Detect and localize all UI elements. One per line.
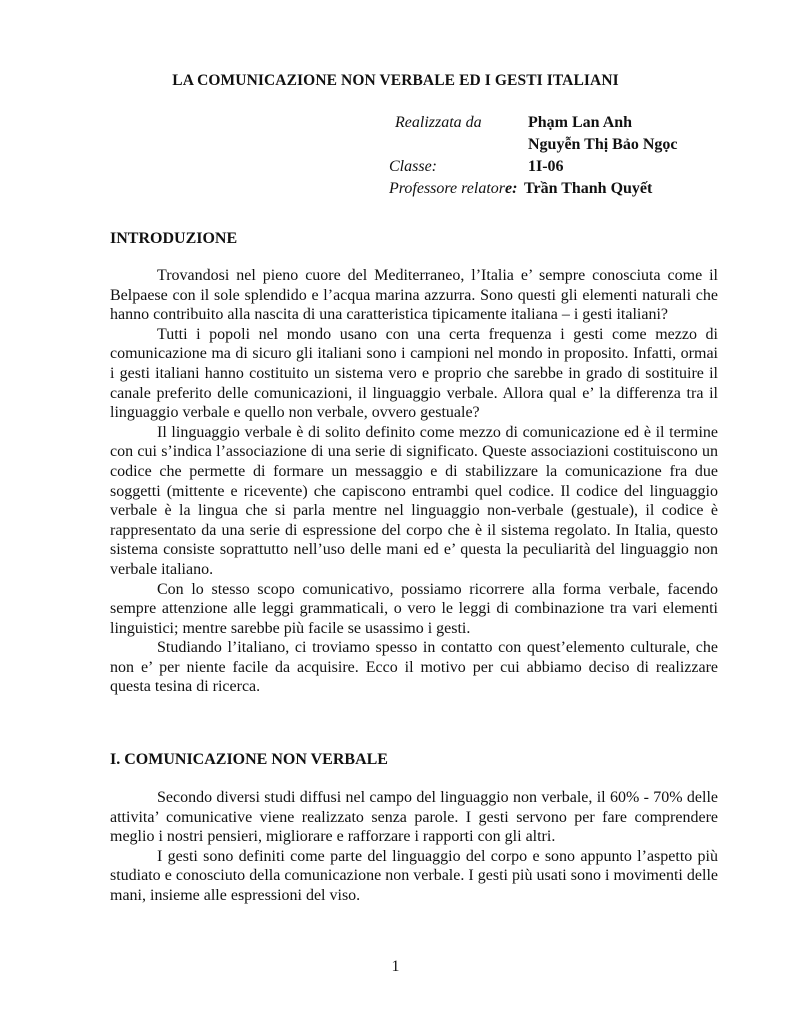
paragraph: Il linguaggio verbale è di solito definito come mezzo di comunicazione ed è il termine con cui s’indica l’associazione di una serie di significato. Queste associazioni costituiscono un codice che permette di formare un messaggio e di stabilizzare la comunicazione fra due soggetti (mittente e ricevente) che capiscono entrambi quel codice. Il codice del linguaggio verbale è la lingua che si parla mentre nel linguaggio non-verbale (gestuale), il codice è rappresentato da una serie di espressione del corpo che è il sistema regolato. In Italia, questo sistema consiste soprattutto nell’uso delle mani ed e’ questa la peculiarità del linguaggio non verbale italiano.: [110, 423, 718, 578]
author-name-1: Phạm Lan Anh: [528, 114, 633, 131]
paragraph: Con lo stesso scopo comunicativo, possiamo ricorrere alla forma verbale, facendo sempre attenzione alle leggi grammaticali, o vero le leggi di combinazione tra vari elementi linguistici; mentre sarebbe più facile se usassimo i gesti.: [110, 580, 718, 637]
paragraph: Trovandosi nel pieno cuore del Mediterraneo, l’Italia e’ sempre conosciuta come il Belpaese con il sole splendido e l’acqua marina azzurra. Sono questi gli elementi naturali che hanno contribuito alla nascita di una caratteristica tipicamente italiana – i gesti italiani?: [110, 267, 718, 324]
section-heading-introduzione: INTRODUZIONE: [110, 230, 238, 247]
paragraph: Secondo diversi studi diffusi nel campo del linguaggio non verbale, il 60% - 70% delle attivita’ comunicative viene realizzato senza parole. I gesti servono per fare comprendere meglio i nostri pensieri, migliorare e rafforzare i rapporti con gli altri.: [110, 789, 718, 846]
section-body-comunicazione: [110, 788, 718, 906]
paragraph: Studiando l’italiano, ci troviamo spesso in contatto con quest’elemento culturale, che non e’ per niente facile da acquisire. Ecco il motivo per cui abbiamo deciso di realizzare questa tesina di ricerca.: [110, 639, 718, 696]
section-body-introduzione: [110, 266, 718, 697]
realizzata-label: Realizzata da: [395, 114, 482, 131]
classe-label: Classe:: [389, 158, 437, 175]
author-name-2: Nguyễn Thị Bảo Ngọc: [528, 136, 678, 153]
document-title: LA COMUNICAZIONE NON VERBALE ED I GESTI ITALIANI: [172, 72, 619, 89]
page-number: 1: [391, 958, 400, 975]
section-heading-comunicazione: I. COMUNICAZIONE NON VERBALE: [110, 751, 388, 768]
professore-label-text: Professore relator: [389, 180, 505, 197]
paragraph: Tutti i popoli nel mondo usano con una certa frequenza i gesti come mezzo di comunicazione ma di sicuro gli italiani sono i campioni nel mondo in proposito. Infatti, ormai i gesti italiani hanno costituito un sistema vero e proprio che sarebbe in grado di sostituire il canale preferito delle comunicazioni, il linguaggio verbale. Allora qual e’ la differenza tra il linguaggio verbale e quello non verbale, ovvero gestuale?: [110, 325, 718, 422]
professore-value: Trần Thanh Quyết: [524, 180, 653, 197]
paragraph: I gesti sono definiti come parte del linguaggio del corpo e sono appunto l’aspetto più studiato e conosciuto della comunicazione non verbale. I gesti più usati sono i movimenti delle mani, insieme alle espressioni del viso.: [110, 847, 718, 904]
professore-label: [389, 178, 517, 200]
classe-value: 1I-06: [528, 158, 564, 175]
professore-label-tail: e:: [505, 180, 518, 197]
